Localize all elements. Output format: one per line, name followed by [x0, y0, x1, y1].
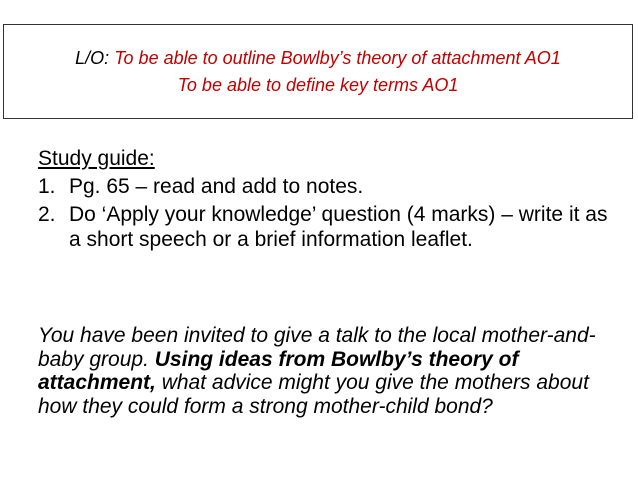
objective-2: To be able to define key terms AO1: [177, 75, 459, 95]
step-text: Do ‘Apply your knowledge’ question (4 marks) – write it as a short speech or a brief information leaflet.: [69, 203, 608, 251]
task-text-bold: Using ideas from Bowlby’s theory of attachment,: [38, 347, 519, 394]
list-item: [38, 202, 618, 252]
learning-objectives-box: [3, 24, 633, 119]
objective-line-1: [4, 45, 632, 72]
task-text-question: what advice might you give the mothers about how they could form a strong mother-child bond?: [38, 371, 589, 418]
task-prompt: [38, 324, 608, 418]
list-item: [38, 174, 618, 199]
task-text-intro: You have been invited to give a talk to the local mother-and-baby group.: [38, 324, 596, 371]
step-text: Pg. 65 – read and add to notes.: [69, 175, 364, 198]
step-number: 1.: [38, 175, 56, 198]
study-guide-title: Study guide:: [38, 147, 155, 170]
step-number: 2.: [38, 203, 56, 226]
objective-1: To be able to outline Bowlby’s theory of attachment AO1: [114, 48, 561, 68]
study-guide: [38, 146, 618, 255]
lo-label: L/O:: [75, 48, 110, 68]
study-guide-steps: [38, 174, 618, 252]
